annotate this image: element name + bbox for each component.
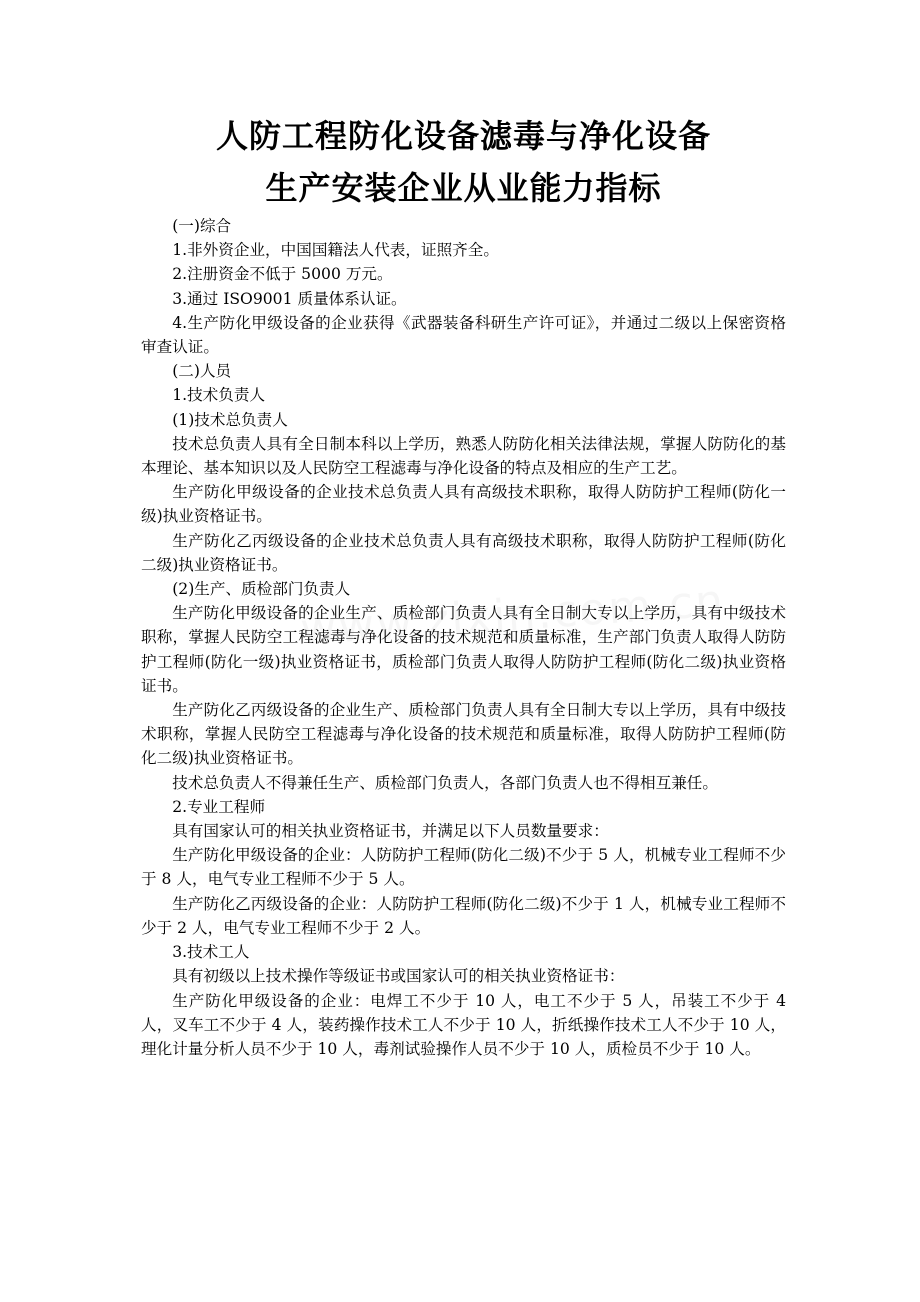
paragraph: 生产防化乙丙级设备的企业：人防防护工程师(防化二级)不少于 1 人，机械专业工程师不少于 2 人，电气专业工程师不少于 2 人。: [141, 894, 786, 937]
paragraph: 4.生产防化甲级设备的企业获得《武器装备科研生产许可证》，并通过二级以上保密资格审查认证。: [141, 313, 786, 357]
section-heading-personnel: (二)人员: [172, 362, 232, 381]
document-body: [141, 214, 786, 1061]
paragraph: 技术总负责人具有全日制本科以上学历，熟悉人防防化相关法律法规，掌握人防防化的基本理论、基本知识以及人民防空工程滤毒与净化设备的特点及相应的生产工艺。: [141, 434, 786, 478]
paragraph: 生产防化乙丙级设备的企业生产、质检部门负责人具有全日制大专以上学历，具有中级技术职称，掌握人民防空工程滤毒与净化设备的技术规范和质量标准，取得人防防护工程师(防化二级)执业资格证书。: [141, 701, 786, 768]
paragraph: 生产防化甲级设备的企业生产、质检部门负责人具有全日制大专以上学历，具有中级技术职称，掌握人民防空工程滤毒与净化设备的技术规范和质量标准，生产部门负责人取得人防防护工程师(防化一级)执业资格证书，质检部门负责人取得人防防护工程师(防化二级)执业资格证书。: [141, 604, 786, 695]
paragraph: 1.非外资企业，中国国籍法人代表，证照齐全。: [172, 241, 499, 260]
paragraph: 生产防化乙丙级设备的企业技术总负责人具有高级技术职称，取得人防防护工程师(防化二级)执业资格证书。: [141, 531, 786, 574]
subsection-heading: 2.专业工程师: [172, 797, 266, 816]
paragraph: 生产防化甲级设备的企业技术总负责人具有高级技术职称，取得人防防护工程师(防化一级)执业资格证书。: [141, 483, 786, 526]
paragraph: 具有国家认可的相关执业资格证书，并满足以下人员数量要求：: [172, 822, 609, 841]
document-title: [141, 110, 786, 214]
title-line-1: 人防工程防化设备滤毒与净化设备: [215, 117, 711, 155]
paragraph: 3.通过 ISO9001 质量体系认证。: [172, 289, 407, 308]
subsection-heading: (1)技术总负责人: [172, 410, 288, 429]
subsection-heading: 3.技术工人: [172, 943, 250, 962]
paragraph: 技术总负责人不得兼任生产、质检部门负责人，各部门负责人也不得相互兼任。: [172, 773, 718, 792]
paragraph: 2.注册资金不低于 5000 万元。: [172, 265, 393, 284]
title-line-2: 生产安装企业从业能力指标: [265, 169, 662, 207]
section-heading-general: (一)综合: [172, 217, 232, 235]
paragraph: 生产防化甲级设备的企业：人防防护工程师(防化二级)不少于 5 人，机械专业工程师不少于 8 人，电气专业工程师不少于 5 人。: [141, 846, 786, 889]
paragraph: 具有初级以上技术操作等级证书或国家认可的相关执业资格证书：: [172, 967, 625, 986]
subsection-heading: (2)生产、质检部门负责人: [172, 580, 351, 599]
paragraph: 生产防化甲级设备的企业：电焊工不少于 10 人，电工不少于 5 人，吊装工不少于 4 人，叉车工不少于 4 人，装药操作技术工人不少于 10 人，折纸操作技术工人不少于 10 人，理化计量分析人员不少于 10 人，毒剂试验操作人员不少于 10 人，质检员不少于 10 人。: [141, 991, 786, 1058]
subsection-heading: 1.技术负责人: [172, 386, 266, 405]
document-page: [141, 110, 786, 1061]
